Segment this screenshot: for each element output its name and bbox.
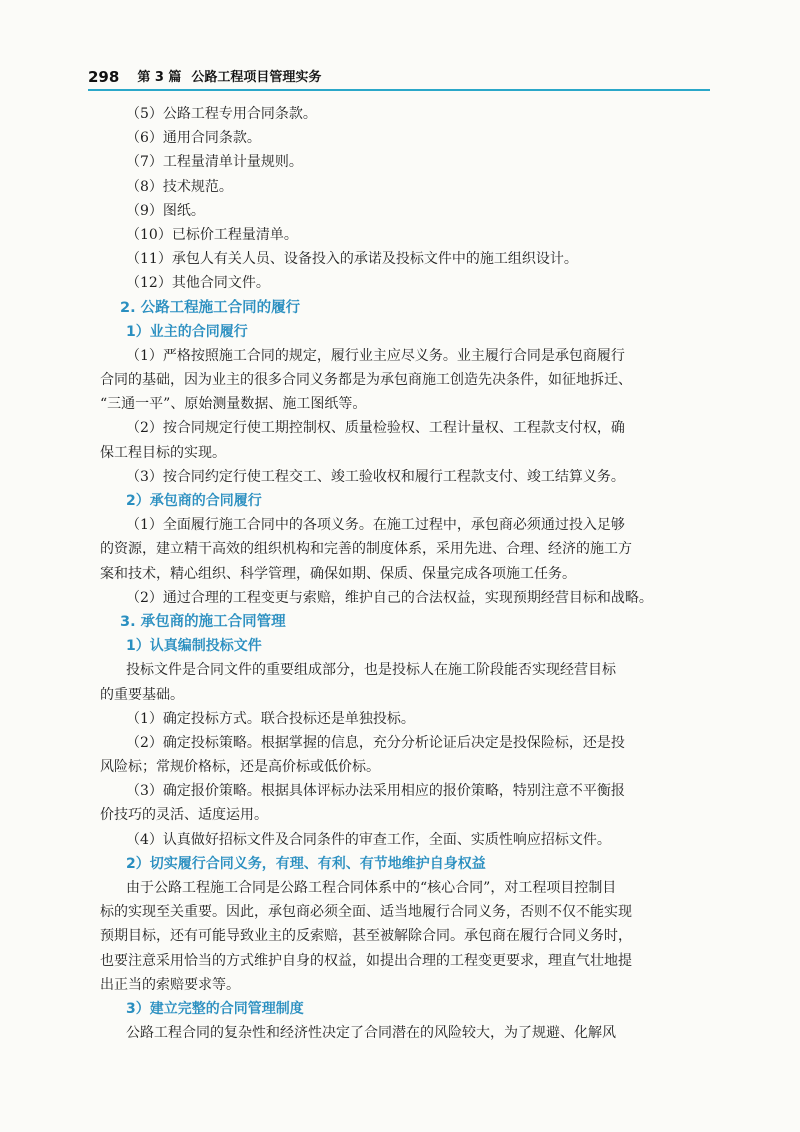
text-line: 案和技术，精心组织、科学管理，确保如期、保质、保量完成各项施工任务。 — [100, 565, 576, 582]
text-line: 的资源，建立精干高效的组织机构和完善的制度体系，采用先进、合理、经济的施工方 — [100, 541, 632, 558]
chapter-title: 公路工程项目管理实务 — [191, 70, 322, 85]
text-line: 标的实现至关重要。因此，承包商必须全面、适当地履行合同义务，否则不仅不能实现 — [100, 904, 632, 921]
subsection-heading: 3）建立完整的合同管理制度 — [126, 1000, 304, 1017]
text-line: （5）公路工程专用合同条款。 — [126, 106, 317, 122]
text-line: （11）承包人有关人员、设备投入的承诺及投标文件中的施工组织设计。 — [126, 251, 578, 268]
text-line: 出正当的索赔要求等。 — [100, 976, 240, 993]
page-header — [88, 67, 710, 91]
section-heading: 2. 公路工程施工合同的履行 — [120, 299, 301, 316]
text-line: （9）图纸。 — [126, 202, 205, 219]
text-line: （12）其他合同文件。 — [126, 275, 270, 292]
text-line: 保工程目标的实现。 — [100, 444, 226, 461]
text-line: 也要注意采用恰当的方式维护自身的权益，如提出合理的工程变更要求，理直气壮地提 — [100, 952, 632, 969]
subsection-heading: 1）认真编制投标文件 — [126, 638, 262, 655]
text-line: 由于公路工程施工合同是公路工程合同体系中的“核心合同”，对工程项目控制目 — [126, 880, 617, 896]
text-line: 价技巧的灵活、适度运用。 — [100, 807, 268, 824]
text-line: （6）通用合同条款。 — [126, 130, 261, 147]
text-line: （2）通过合理的工程变更与索赔，维护自己的合法权益，实现预期经营目标和战略。 — [126, 589, 653, 606]
text-line: （8）技术规范。 — [126, 178, 233, 195]
text-line: （10）已标价工程量清单。 — [126, 226, 298, 243]
text-line: 风险标；常规价格标，还是高价标或低价标。 — [100, 759, 380, 776]
text-line: （3）确定报价策略。根据具体评标办法采用相应的报价策略，特别注意不平衡报 — [126, 783, 625, 800]
subsection-heading: 2）承包商的合同履行 — [126, 493, 262, 509]
subsection-heading: 1）业主的合同履行 — [126, 323, 248, 340]
text-line: 的重要基础。 — [100, 686, 184, 703]
text-line: （1）确定投标方式。联合投标还是单独投标。 — [126, 710, 415, 727]
page-body — [100, 102, 710, 1045]
text-line: 预期目标，还有可能导致业主的反索赔，甚至被解除合同。承包商在履行合同义务时， — [100, 928, 632, 945]
text-line: （3）按合同约定行使工程交工、竣工验收权和履行工程款支付、竣工结算义务。 — [126, 468, 625, 485]
text-line: 公路工程合同的复杂性和经济性决定了合同潜在的风险较大，为了规避、化解风 — [126, 1025, 616, 1042]
text-line: 投标文件是合同文件的重要组成部分，也是投标人在施工阶段能否实现经营目标 — [126, 662, 616, 679]
text-line: （1）严格按照施工合同的规定，履行业主应尽义务。业主履行合同是承包商履行 — [126, 347, 625, 364]
page-number: 298 — [88, 68, 120, 86]
text-line: （2）按合同规定行使工期控制权、质量检验权、工程计量权、工程款支付权，确 — [126, 420, 625, 437]
section-heading: 3. 承包商的施工合同管理 — [120, 613, 286, 630]
text-line: （1）全面履行施工合同中的各项义务。在施工过程中，承包商必须通过投入足够 — [126, 517, 625, 534]
text-line: （7）工程量清单计量规则。 — [126, 154, 303, 171]
text-line: （4）认真做好招标文件及合同条件的审查工作，全面、实质性响应招标文件。 — [126, 831, 611, 848]
text-line: （2）确定投标策略。根据掌握的信息，充分分析论证后决定是投保险标，还是投 — [126, 734, 625, 751]
subsection-heading: 2）切实履行合同义务，有理、有利、有节地维护自身权益 — [126, 855, 486, 872]
text-line: 合同的基础，因为业主的很多合同义务都是为承包商施工创造先决条件，如征地拆迁、 — [100, 372, 632, 389]
text-line: “三通一平”、原始测量数据、施工图纸等。 — [100, 396, 367, 413]
chapter-label: 第 3 篇 — [137, 70, 182, 85]
